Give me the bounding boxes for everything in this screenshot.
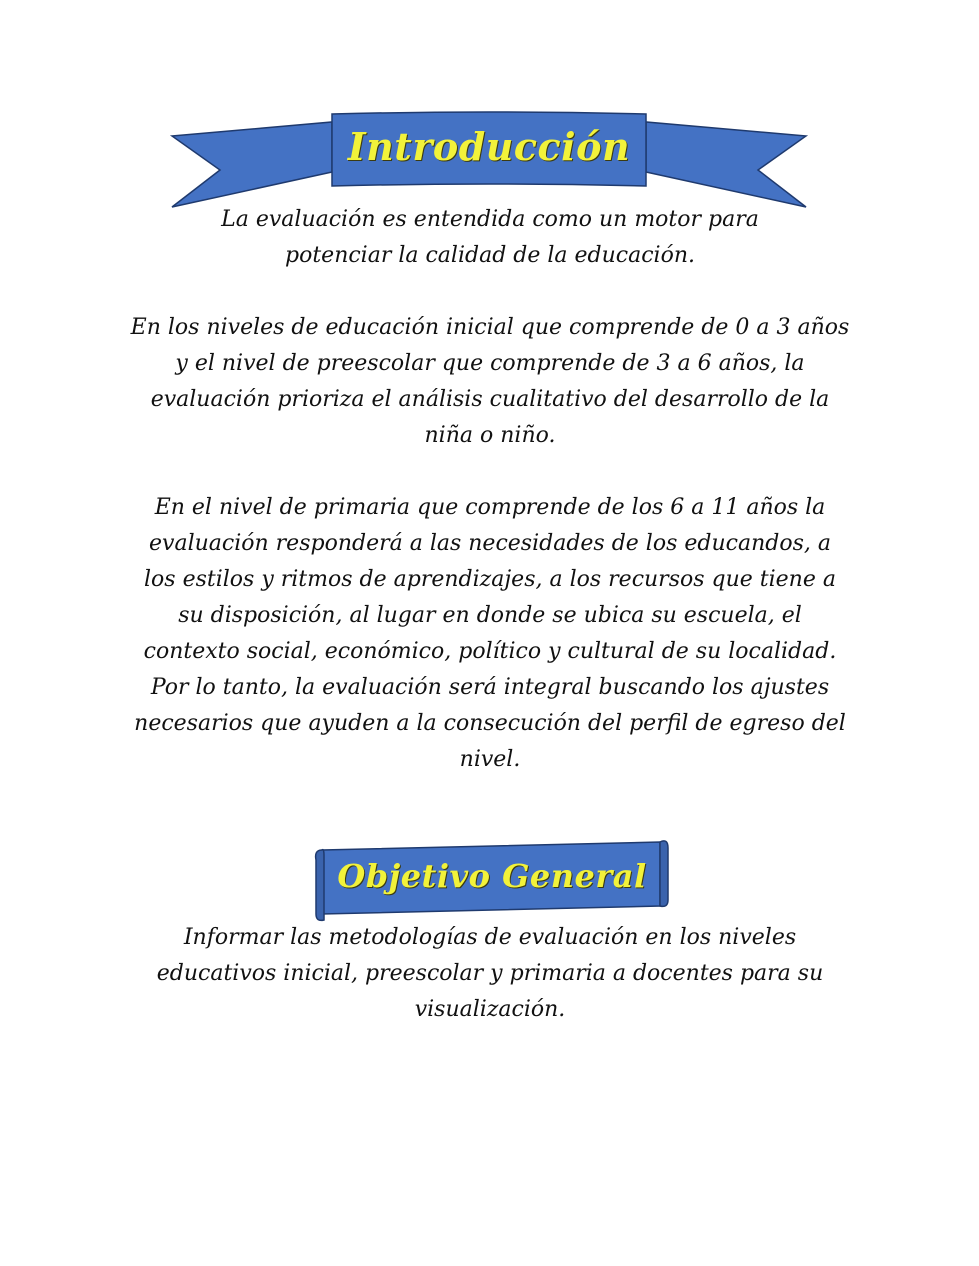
objective-banner (312, 834, 672, 926)
intro-paragraph-1: La evaluación es entendida como un motor para potenciar la calidad de la educación. (221, 207, 759, 268)
intro-paragraph-2: En los niveles de educación inicial que comprende de 0 a 3 años y el nivel de preescolar que comprende de 3 a 6 años, la evaluación prioriza el análisis cualitativo del desarrollo de la niña o niño. (130, 315, 850, 448)
intro-banner (168, 110, 810, 210)
objective-paragraph-1: Informar las metodologías de evaluación en los niveles educativos inicial, preescolar y primaria a docentes para su visualización. (156, 925, 824, 1022)
objective-text (120, 920, 860, 1028)
intro-paragraph-3: En el nivel de primaria que comprende de los 6 a 11 años la evaluación responderá a las necesidades de los educandos, a los estilos y ritmos de aprendizajes, a los recursos que tiene a su disposición, al lugar en donde se ubica su escuela, el contexto social, económico, político y cultural de su localidad. Por lo tanto, la evaluación será integral buscando los ajustes necesarios que ayuden a la consecución del perfil de egreso del nivel. (134, 495, 846, 772)
intro-title: Introducción (347, 124, 631, 169)
intro-text (120, 202, 860, 778)
objective-title: Objetivo General (337, 857, 647, 895)
